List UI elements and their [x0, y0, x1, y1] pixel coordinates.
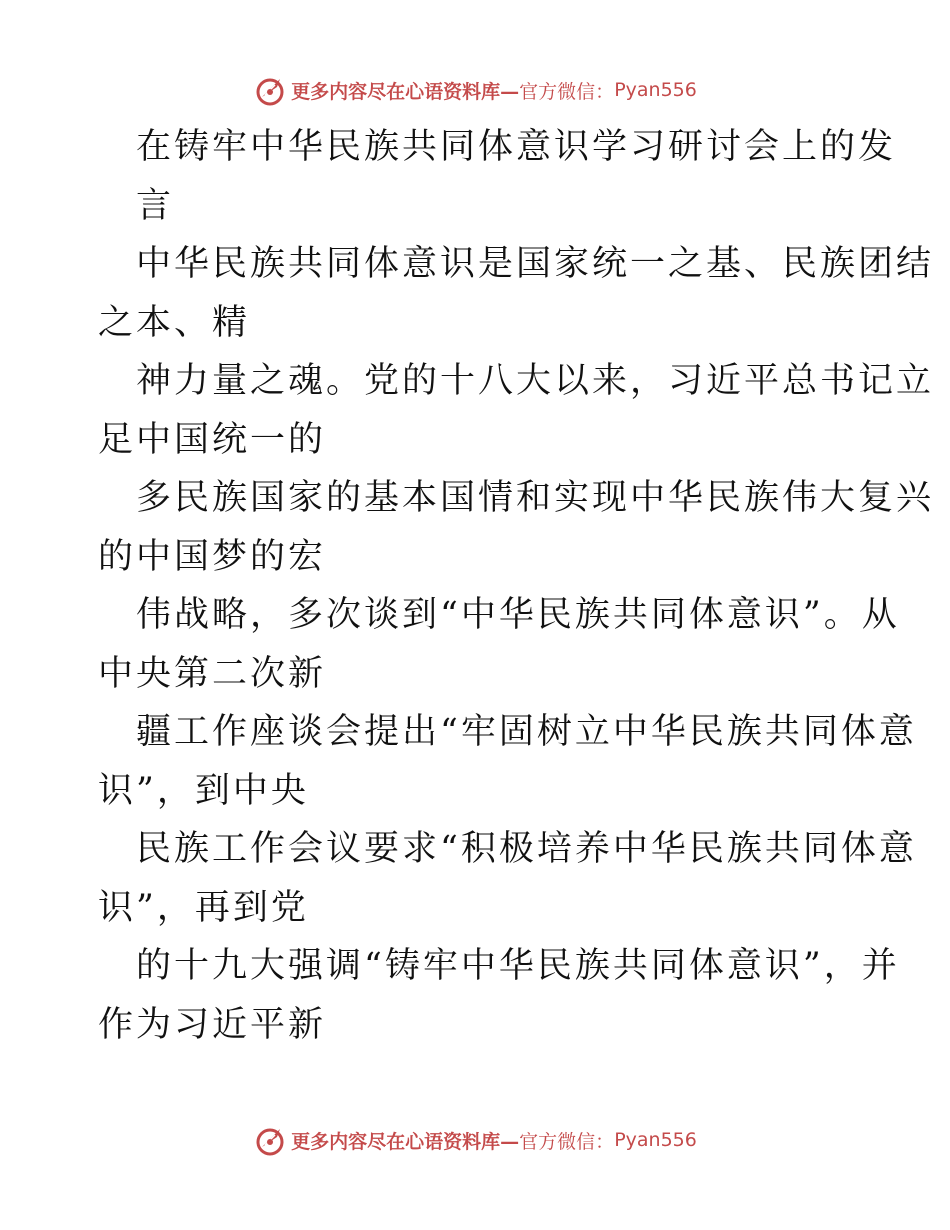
banner-wechat-label: 官方微信：	[519, 1130, 615, 1153]
text-line: 言	[136, 185, 175, 226]
text-line: 之本、精	[98, 302, 251, 343]
text-line: 在铸牢中华民族共同体意识学习研讨会上的发	[136, 127, 897, 167]
text-line: 识”，到中央	[98, 770, 309, 811]
document-body	[98, 118, 935, 1054]
text-line: 识”，再到党	[98, 887, 309, 928]
text-line: 伟战略，多次谈到“中华民族共同体意识”。从	[136, 595, 900, 635]
text-line: 作为习近平新	[98, 1004, 327, 1045]
banner-wechat-label: 官方微信：	[519, 80, 615, 103]
banner-text: 更多内容尽在心语资料库—	[291, 1130, 520, 1153]
banner-text: 更多内容尽在心语资料库—	[291, 80, 520, 103]
banner-wechat-id: Pyan556	[614, 1129, 697, 1151]
quill-logo-icon	[253, 1123, 287, 1157]
banner-wechat-id: Pyan556	[614, 79, 697, 101]
text-line: 的十九大强调“铸牢中华民族共同体意识”，并	[136, 946, 900, 986]
text-line: 中华民族共同体意识是国家统一之基、民族团结	[136, 244, 935, 284]
text-line: 民族工作会议要求“积极培养中华民族共同体意	[136, 829, 917, 869]
text-line: 疆工作座谈会提出“牢固树立中华民族共同体意	[136, 712, 917, 752]
quill-logo-icon	[253, 73, 287, 107]
footer-banner	[0, 1120, 950, 1160]
text-line: 多民族国家的基本国情和实现中华民族伟大复兴	[136, 478, 935, 518]
text-line: 足中国统一的	[98, 419, 327, 460]
text-line: 神力量之魂。党的十八大以来，习近平总书记立	[136, 361, 935, 401]
text-line: 的中国梦的宏	[98, 536, 327, 577]
header-banner	[0, 70, 950, 110]
text-line: 中央第二次新	[98, 653, 327, 694]
